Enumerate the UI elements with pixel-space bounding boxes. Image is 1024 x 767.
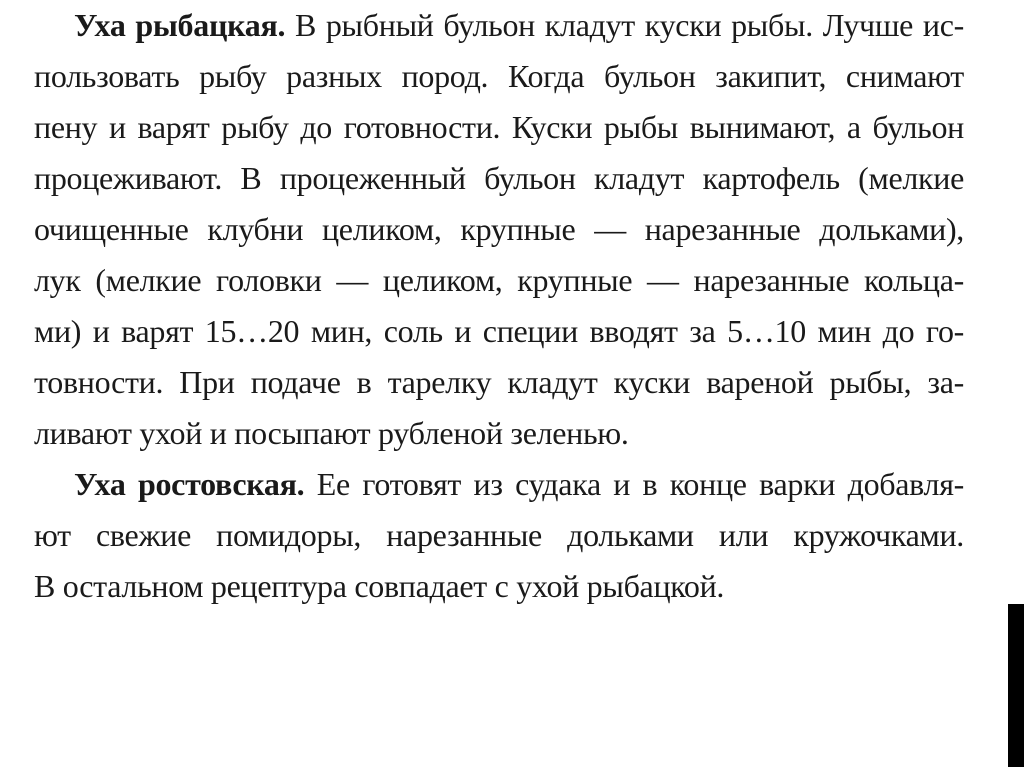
paragraph-ukha-rostovskaya — [34, 459, 964, 612]
text-line: лук (мелкие головки — целиком, крупные — нарезанные кольца- — [34, 262, 964, 298]
paragraph-heading: Уха рыбацкая. — [74, 7, 286, 43]
text-line: процеживают. В процеженный бульон кладут картофель (мелкие — [34, 160, 964, 196]
text-line: пользовать рыбу разных пород. Когда бульон закипит, снимают — [34, 58, 964, 94]
scrollbar[interactable] — [1008, 604, 1024, 767]
paragraph-ukha-rybatskaya — [34, 0, 964, 459]
text-line: очищенные клубни целиком, крупные — нарезанные дольками), — [34, 211, 964, 247]
text-line — [34, 0, 964, 51]
text-line: пену и варят рыбу до готовности. Куски рыбы вынимают, а бульон — [34, 109, 964, 145]
text-line: В остальном рецептура совпадает с ухой рыбацкой. — [34, 568, 725, 604]
text-line: товности. При подаче в тарелку кладут куски вареной рыбы, за- — [34, 364, 964, 400]
text-line: ми) и варят 15…20 мин, соль и специи вводят за 5…10 мин до го- — [34, 313, 964, 349]
text-line: ют свежие помидоры, нарезанные дольками или кружочками. — [34, 517, 964, 553]
line-text: Ее готовят из судака и в конце варки добавля- — [304, 466, 964, 502]
paragraph-heading: Уха ростовская. — [74, 466, 305, 502]
text-line: ливают ухой и посыпают рубленой зеленью. — [34, 415, 629, 451]
document-page — [34, 0, 964, 612]
line-text: В рыбный бульон кладут куски рыбы. Лучше ис- — [285, 7, 964, 43]
text-line — [34, 459, 964, 510]
